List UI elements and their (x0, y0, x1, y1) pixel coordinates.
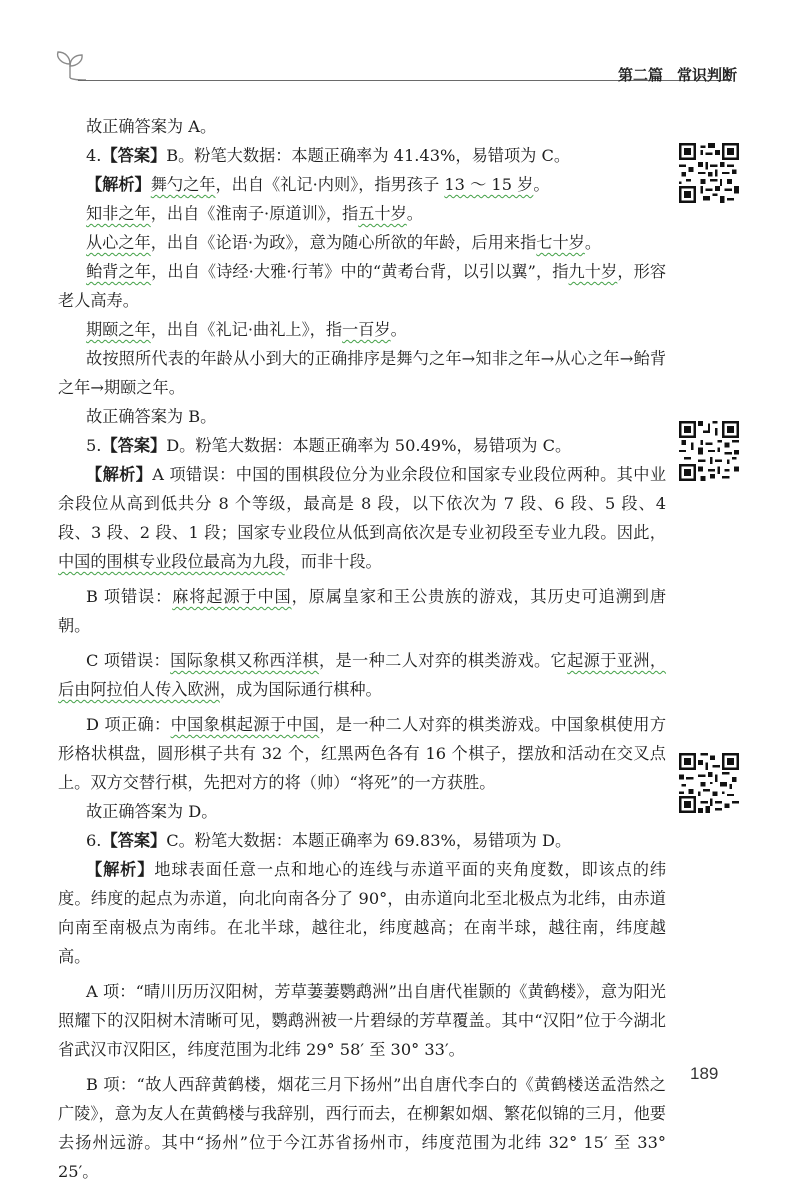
answer-conclusion: 故正确答案为 B。 (86, 407, 217, 426)
text: D 项正确： (86, 715, 171, 734)
highlight: 知非之年 (86, 204, 151, 223)
text: ，而非十段。 (284, 552, 382, 571)
text: A 项：“晴川历历汉阳树，芳草萋萋鹦鹉洲”出自唐代崔颢的《黄鹤楼》，意为阳光照耀下的汉阳树木清晰可见，鹦鹉洲被一片碧绿的芳草覆盖。其中“汉阳”位于今湖北省武汉市汉阳区，纬度范围为北纬 29° 58′ 至 30° 33′。 (58, 982, 666, 1059)
answer-tag: 【答案】 (101, 146, 167, 165)
highlight: 中国象棋起源于中国 (170, 715, 320, 734)
answer-tag: 【答案】 (101, 831, 167, 850)
highlight: 麻将起源于中国 (172, 587, 292, 606)
answer-tag: 【答案】 (101, 436, 167, 455)
paragraph (58, 977, 666, 1064)
paragraph (58, 797, 666, 826)
highlight: 中国的围棋专业段位最高为九段 (58, 552, 285, 571)
text: ，成为国际通行棋种。 (219, 680, 382, 699)
text: ，出自《论语·为政》，意为随心所欲的年龄，后用来指 (150, 233, 537, 252)
qr-code-icon[interactable] (676, 140, 742, 206)
paragraph (58, 646, 666, 704)
text: 。 (584, 233, 602, 252)
section-label: 第二篇 (618, 66, 664, 84)
header-rule (78, 80, 602, 81)
qr-code-icon[interactable] (676, 418, 742, 484)
highlight: 五十岁 (358, 204, 407, 223)
question-4-answer (58, 141, 666, 170)
analysis-tag: 【解析】 (86, 175, 151, 194)
highlight: 从心之年 (86, 233, 151, 252)
answer-text: D。粉笔大数据：本题正确率为 50.49%，易错项为 C。 (166, 436, 572, 455)
question-number: 4. (86, 146, 102, 165)
highlight: 期颐之年 (86, 320, 151, 339)
answer-conclusion: 故正确答案为 A。 (86, 117, 217, 136)
paragraph (58, 855, 666, 971)
page-header (0, 0, 800, 100)
highlight: 鲐背之年 (86, 262, 152, 281)
section-title: 常识判断 (677, 66, 738, 84)
question-number: 6. (86, 831, 102, 850)
text: 地球表面任意一点和地心的连线与赤道平面的夹角度数，即该点的纬度。纬度的起点为赤道，向北向南各分了 90°，由赤道向北至北极点为北纬，由赤道向南至南极点为南纬。在北半球，越往北，纬度越高；在南半球，越往南，纬度越高。 (58, 860, 667, 966)
text: B 项错误： (86, 587, 173, 606)
text: A 项错误：中国的围棋段位分为业余段位和国家专业段位两种。其中业余段位从高到低共分 8 个等级，最高是 8 段，以下依次为 7 段、6 段、5 段、4 段、3 段、2 段、1 段；国家专业段位从低到高依次是专业初段至专业九段。因此， (58, 465, 667, 542)
text: ，形容老人高寿。 (58, 262, 667, 310)
text: ，出自《礼记·曲礼上》，指 (150, 320, 343, 339)
text: C 项错误： (86, 651, 171, 670)
text: ，是一种二人对弈的棋类游戏。它 (318, 651, 568, 670)
paragraph (58, 460, 666, 576)
analysis-tag: 【解析】 (86, 860, 155, 879)
paragraph (58, 228, 666, 257)
question-number: 5. (86, 436, 102, 455)
paragraph (58, 1070, 666, 1186)
highlight: 起源于亚洲，后由阿拉伯人传入欧洲 (58, 651, 667, 699)
paragraph (58, 112, 666, 141)
highlight: 九十岁 (568, 262, 618, 281)
text: 。 (406, 204, 423, 223)
page-number: 189 (690, 1064, 719, 1083)
text: ，原属皇家和王公贵族的游戏，其历史可追溯到唐朝。 (58, 587, 667, 635)
answer-explanations (58, 112, 666, 1186)
chapter-title (618, 64, 737, 85)
paragraph (58, 315, 666, 344)
paragraph (58, 170, 666, 199)
text: ，出自《礼记·内则》，指男孩子 (215, 175, 445, 194)
highlight: 一百岁 (342, 320, 391, 339)
answer-conclusion: 故正确答案为 D。 (86, 802, 218, 821)
highlight: 七十岁 (536, 233, 585, 252)
text: 。 (390, 320, 407, 339)
question-5-answer (58, 431, 666, 460)
qr-code-graphic (679, 753, 739, 813)
text: ，出自《诗经·大雅·行苇》中的“黄耇台背，以引以翼”，指 (151, 262, 569, 281)
paragraph (58, 582, 666, 640)
text: ，出自《淮南子·原道训》，指 (150, 204, 359, 223)
highlight: 舞勺之年 (150, 175, 216, 194)
highlight: 13 ～ 15 岁 (444, 175, 534, 194)
highlight: 国际象棋又称西洋棋 (170, 651, 319, 670)
answer-text: C。粉笔大数据：本题正确率为 69.83%，易错项为 D。 (166, 831, 572, 850)
paragraph (58, 199, 666, 228)
sprout-icon (50, 48, 90, 84)
text: 。 (533, 175, 550, 194)
text: ，是一种二人对弈的棋类游戏。中国象棋使用方形格状棋盘，圆形棋子共有 32 个，红黑两色各有 16 个棋子，摆放和活动在交叉点上。双方交替行棋，先把对方的将（帅）“将死”的一方获胜。 (58, 715, 667, 792)
paragraph (58, 402, 666, 431)
text: 故按照所代表的年龄从小到大的正确排序是舞勺之年→知非之年→从心之年→鲐背之年→期颐之年。 (58, 349, 666, 397)
qr-code-icon[interactable] (676, 750, 742, 816)
qr-code-graphic (679, 421, 739, 481)
paragraph (58, 257, 666, 315)
text: B 项：“故人西辞黄鹤楼，烟花三月下扬州”出自唐代李白的《黄鹤楼送孟浩然之广陵》，意为友人在黄鹤楼与我辞别，西行而去，在柳絮如烟、繁花似锦的三月，他要去扬州远游。其中“扬州”位于今江苏省扬州市，纬度范围为北纬 32° 15′ 至 33° 25′。 (58, 1075, 666, 1181)
answer-text: B。粉笔大数据：本题正确率为 41.43%，易错项为 C。 (166, 146, 571, 165)
paragraph (58, 710, 666, 797)
qr-code-graphic (679, 143, 739, 203)
analysis-tag: 【解析】 (86, 465, 153, 484)
paragraph (58, 344, 666, 402)
question-6-answer (58, 826, 666, 855)
